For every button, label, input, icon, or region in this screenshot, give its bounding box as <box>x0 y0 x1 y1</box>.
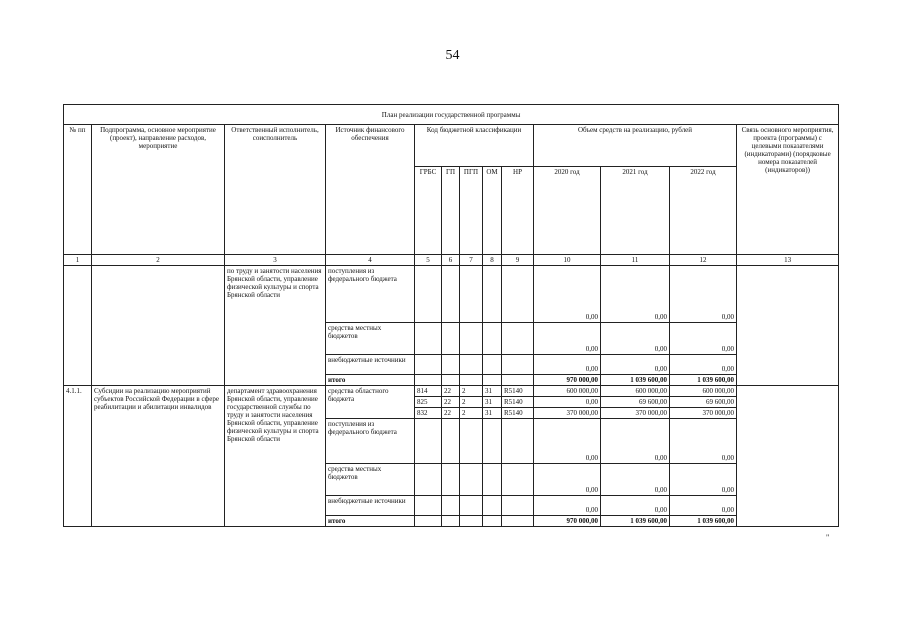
value-2021: 0,00 <box>601 496 670 516</box>
value-2022: 600 000,00 <box>670 386 737 397</box>
value-2021: 0,00 <box>601 464 670 496</box>
value-2022: 0,00 <box>670 266 737 323</box>
header-source: Источник финансового обеспечения <box>326 125 415 255</box>
grbs-cell: 825 <box>415 397 442 408</box>
source-cell: поступления из федерального бюджета <box>326 419 415 464</box>
column-number: 1 <box>64 255 92 266</box>
program-plan-table <box>63 104 839 527</box>
source-cell: итого <box>326 375 415 386</box>
header-grbs: ГРБС <box>415 167 442 255</box>
value-2022: 0,00 <box>670 355 737 375</box>
source-cell: внебюджетные источники <box>326 496 415 516</box>
om-cell: 31 <box>483 386 502 397</box>
np-cell: R5140 <box>502 408 534 419</box>
gp-cell: 22 <box>442 386 460 397</box>
pgp-cell: 2 <box>460 408 483 419</box>
num-cell <box>64 266 92 386</box>
column-number: 2 <box>92 255 225 266</box>
header-subprogram: Подпрограмма, основное мероприятие (проект), направление расходов, мероприятие <box>92 125 225 255</box>
num-cell: 4.1.1. <box>64 386 92 527</box>
np-cell: R5140 <box>502 397 534 408</box>
om-cell: 31 <box>483 408 502 419</box>
gp-cell: 22 <box>442 408 460 419</box>
header-2020: 2020 год <box>534 167 601 255</box>
value-2021: 0,00 <box>601 323 670 355</box>
header-budget-code: Код бюджетной классификации <box>415 125 534 167</box>
value-2021: 0,00 <box>601 419 670 464</box>
value-2020: 0,00 <box>534 464 601 496</box>
table-row <box>64 266 839 323</box>
om-cell: 31 <box>483 397 502 408</box>
header-pgp: ПГП <box>460 167 483 255</box>
source-cell: средства местных бюджетов <box>326 323 415 355</box>
pgp-cell: 2 <box>460 397 483 408</box>
subprogram-cell: Субсидии на реализацию мероприятий субъектов Российской Федерации в сфере реабилитации и абилитации инвалидов <box>92 386 225 527</box>
column-number: 11 <box>601 255 670 266</box>
value-2022: 69 600,00 <box>670 397 737 408</box>
value-2020: 0,00 <box>534 419 601 464</box>
closing-quote-mark: " <box>826 533 830 542</box>
value-2022: 0,00 <box>670 323 737 355</box>
gp-cell: 22 <box>442 397 460 408</box>
source-cell: средства областного бюджета <box>326 386 415 419</box>
value-2021: 1 039 600,00 <box>601 516 670 527</box>
value-2022: 0,00 <box>670 419 737 464</box>
column-number: 8 <box>483 255 502 266</box>
value-2021: 600 000,00 <box>601 386 670 397</box>
executor-cell: по труду и занятости населения Брянской области, управление физической культуры и спорта Брянской области <box>225 266 326 386</box>
header-gp: ГП <box>442 167 460 255</box>
value-2020: 600 000,00 <box>534 386 601 397</box>
value-2020: 0,00 <box>534 496 601 516</box>
value-2020: 0,00 <box>534 397 601 408</box>
value-2021: 69 600,00 <box>601 397 670 408</box>
value-2022: 1 039 600,00 <box>670 375 737 386</box>
column-number: 3 <box>225 255 326 266</box>
header-num: № пп <box>64 125 92 255</box>
pgp-cell: 2 <box>460 386 483 397</box>
value-2021: 0,00 <box>601 355 670 375</box>
column-number: 12 <box>670 255 737 266</box>
column-number: 4 <box>326 255 415 266</box>
source-cell: внебюджетные источники <box>326 355 415 375</box>
value-2020: 970 000,00 <box>534 516 601 527</box>
value-2020: 0,00 <box>534 355 601 375</box>
value-2020: 970 000,00 <box>534 375 601 386</box>
value-2020: 0,00 <box>534 323 601 355</box>
column-number: 6 <box>442 255 460 266</box>
link-cell <box>737 386 839 527</box>
subprogram-cell <box>92 266 225 386</box>
grbs-cell: 814 <box>415 386 442 397</box>
value-2021: 370 000,00 <box>601 408 670 419</box>
table-row <box>64 386 839 397</box>
np-cell: R5140 <box>502 386 534 397</box>
header-om: ОМ <box>483 167 502 255</box>
column-number-row <box>64 255 839 266</box>
grbs-cell: 832 <box>415 408 442 419</box>
value-2022: 0,00 <box>670 496 737 516</box>
executor-cell: департамент здравоохранения Брянской области, управление государственной службы по труду и занятости населения Брянской области, управление физической культуры и спорта Брянской области <box>225 386 326 527</box>
header-2021: 2021 год <box>601 167 670 255</box>
value-2021: 0,00 <box>601 266 670 323</box>
header-2022: 2022 год <box>670 167 737 255</box>
column-number: 7 <box>460 255 483 266</box>
value-2022: 370 000,00 <box>670 408 737 419</box>
page-number: 54 <box>445 48 460 63</box>
value-2021: 1 039 600,00 <box>601 375 670 386</box>
value-2020: 370 000,00 <box>534 408 601 419</box>
source-cell: поступления из федерального бюджета <box>326 266 415 323</box>
column-number: 13 <box>737 255 839 266</box>
table-title: План реализации государственной программы <box>64 105 839 125</box>
source-cell: средства местных бюджетов <box>326 464 415 496</box>
value-2022: 0,00 <box>670 464 737 496</box>
header-link: Связь основного мероприятия, проекта (программы) с целевыми показателями (индикаторами) (порядковые номера показателей (индикаторов)) <box>737 125 839 255</box>
link-cell <box>737 266 839 386</box>
header-executor: Ответственный исполнитель, соисполнитель <box>225 125 326 255</box>
header-volume: Объем средств на реализацию, рублей <box>534 125 737 167</box>
value-2020: 0,00 <box>534 266 601 323</box>
column-number: 10 <box>534 255 601 266</box>
column-number: 9 <box>502 255 534 266</box>
header-np: НР <box>502 167 534 255</box>
value-2022: 1 039 600,00 <box>670 516 737 527</box>
column-number: 5 <box>415 255 442 266</box>
source-cell: итого <box>326 516 415 527</box>
